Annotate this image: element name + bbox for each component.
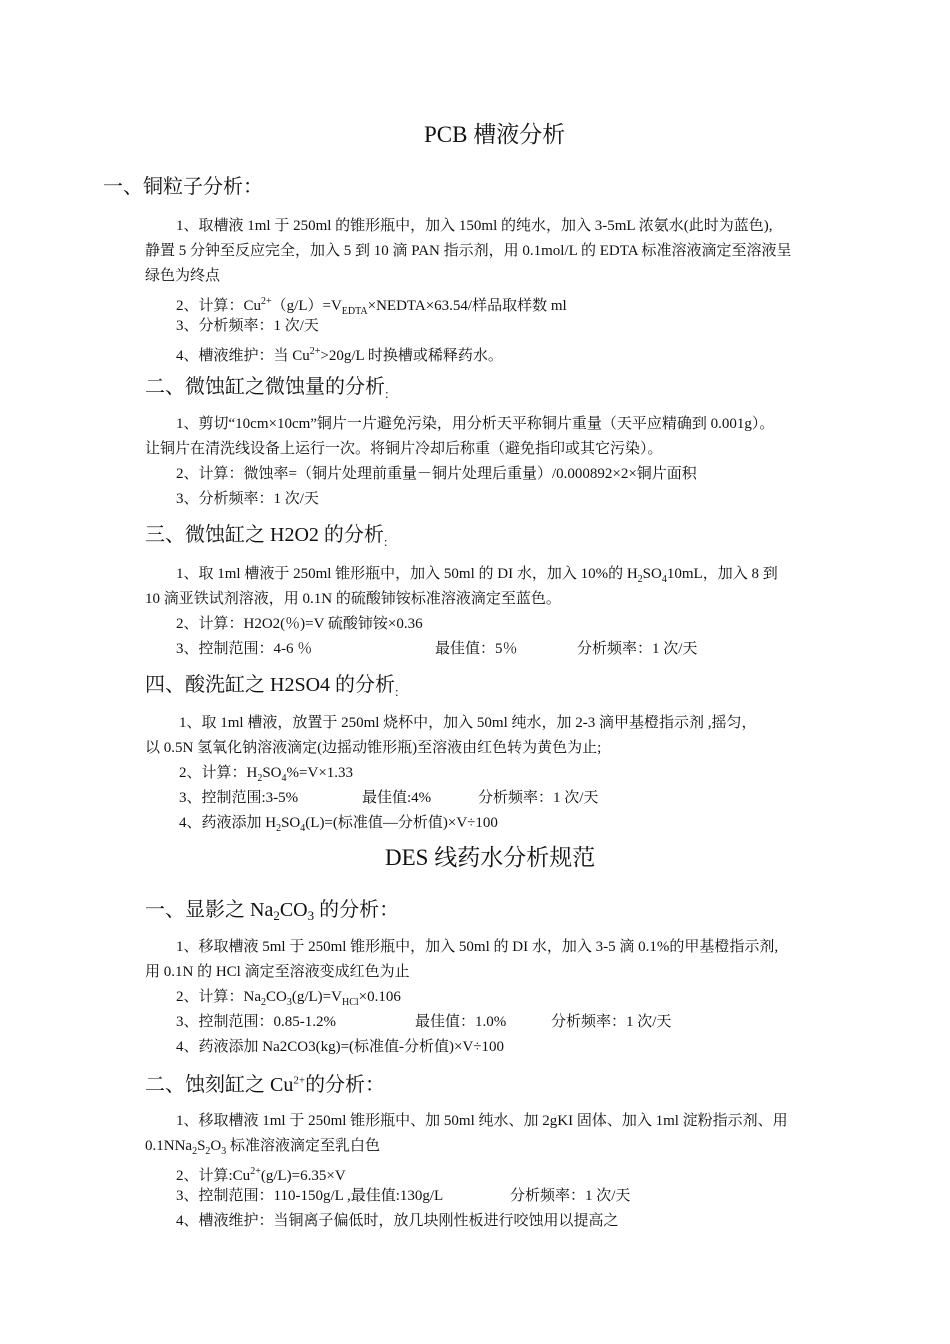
paragraph-line bbox=[176, 342, 503, 366]
paragraph-line: 分析频率：1 次/天 bbox=[478, 790, 599, 806]
paragraph-line: 分析频率：1 次/天 bbox=[577, 641, 698, 657]
section-heading-na2co3 bbox=[145, 893, 399, 924]
text: CO bbox=[266, 989, 287, 1005]
subscript: 2 bbox=[261, 997, 266, 1008]
paragraph-line: 4、药液添加 Na2CO3(kg)=(标准值-分析值)×V÷100 bbox=[176, 1039, 505, 1055]
formula-line bbox=[176, 988, 401, 1012]
text: 的分析： bbox=[314, 899, 400, 921]
subscript: EDTA bbox=[341, 306, 368, 317]
text: 4、槽液维护：当 Cu bbox=[176, 348, 310, 364]
paragraph-line: 分析频率：1 次/天 bbox=[510, 1188, 631, 1204]
subscript: 2 bbox=[637, 574, 643, 585]
paragraph-line: 3、控制范围：110-150g/L ,最佳值:130g/L bbox=[176, 1188, 444, 1204]
subscript: 4 bbox=[300, 823, 306, 834]
paragraph-line bbox=[176, 565, 778, 589]
paragraph-line: 用 0.1N 的 HCl 滴定至溶液变成红色为止 bbox=[145, 964, 410, 980]
text: 0.1NNa bbox=[145, 1138, 193, 1154]
section-heading-microetch bbox=[145, 370, 389, 402]
text: 4、药液添加 H bbox=[179, 815, 277, 831]
formula-line bbox=[179, 764, 353, 788]
text: SO bbox=[642, 566, 662, 582]
text: SO bbox=[281, 815, 301, 831]
text: 2、计算：Na bbox=[176, 989, 261, 1005]
text: 1、取 1ml 槽液于 250ml 锥形瓶中，加入 50ml 的 DI 水，加入 10%的 H bbox=[176, 566, 638, 582]
superscript: 2+ bbox=[250, 1166, 261, 1177]
section-heading-copper: 一、铜粒子分析： bbox=[103, 176, 263, 198]
subscript: 3 bbox=[307, 908, 315, 923]
text: 四、酸洗缸之 H2SO4 的分析 bbox=[145, 674, 396, 696]
text: O bbox=[210, 1138, 222, 1154]
superscript: 2+ bbox=[293, 1074, 306, 1087]
text: >20g/L 时换槽或稀释药水。 bbox=[320, 348, 503, 364]
text: 标准溶液滴定至乳白色 bbox=[226, 1138, 381, 1154]
paragraph-line: 1、剪切“10cm×10cm”铜片一片避免污染，用分析天平称铜片重量（天平应精确到 0.001g）。 bbox=[176, 416, 775, 432]
text: S bbox=[197, 1138, 206, 1154]
paragraph-line: 绿色为终点 bbox=[145, 268, 221, 284]
text: 一、显影之 Na bbox=[145, 899, 274, 921]
superscript: 2+ bbox=[261, 296, 272, 307]
text: 二、蚀刻缸之 Cu bbox=[145, 1074, 294, 1096]
paragraph-line: 最佳值:4% bbox=[362, 790, 432, 806]
superscript: 2+ bbox=[309, 346, 321, 357]
page-title: PCB 槽液分析 bbox=[424, 122, 566, 147]
formula-line bbox=[179, 814, 498, 838]
subscript: 3 bbox=[221, 1146, 227, 1157]
paragraph-line: 3、控制范围:3-5% bbox=[179, 790, 299, 806]
subscript: 2 bbox=[273, 908, 280, 923]
text: 2、计算：Cu bbox=[176, 298, 262, 314]
paragraph-line: 分析频率：1 次/天 bbox=[551, 1014, 672, 1030]
text: 10mL，加入 8 到 bbox=[666, 566, 778, 582]
text: SO bbox=[262, 765, 282, 781]
section-heading-h2o2 bbox=[145, 518, 388, 550]
section-heading-cu2 bbox=[145, 1068, 385, 1097]
mark: : bbox=[395, 684, 399, 699]
subscript: HCl bbox=[341, 997, 359, 1008]
paragraph-line: 1、取槽液 1ml 于 250ml 的锥形瓶中，加入 150ml 的纯水，加入 3-5mL 浓氨水(此时为蓝色), bbox=[176, 218, 773, 234]
formula-line bbox=[176, 1162, 346, 1186]
subscript: 2 bbox=[276, 823, 282, 834]
paragraph-line: 让铜片在清洗线设备上运行一次。将铜片冷却后称重（避免指印或其它污染）。 bbox=[145, 441, 663, 457]
subscript: 2 bbox=[205, 1146, 211, 1157]
mark: : bbox=[383, 534, 388, 549]
paragraph-line: 最佳值：1.0% bbox=[415, 1014, 507, 1030]
text: (L)=(标准值—分析值)×V÷100 bbox=[305, 815, 498, 831]
text: 二、微蚀缸之微蚀量的分析 bbox=[145, 376, 385, 398]
text: %=V×1.33 bbox=[286, 765, 354, 781]
subscript: 4 bbox=[281, 773, 287, 784]
paragraph-line: 3、控制范围：0.85-1.2% bbox=[176, 1014, 336, 1030]
text: ×0.106 bbox=[358, 989, 401, 1005]
section-heading-h2so4 bbox=[145, 668, 399, 700]
text: (g/L)=V bbox=[291, 989, 342, 1005]
paragraph-line: 3、分析频率：1 次/天 bbox=[176, 318, 319, 334]
text: 2、计算：H bbox=[179, 765, 258, 781]
page-title-des: DES 线药水分析规范 bbox=[385, 845, 596, 870]
formula-line bbox=[145, 1137, 380, 1161]
paragraph-line: 静置 5 分钟至反应完全，加入 5 到 10 滴 PAN 指示剂，用 0.1mol/L 的 EDTA 标准溶液滴定至溶液呈 bbox=[145, 243, 792, 259]
text: CO bbox=[279, 899, 308, 921]
paragraph-line: 3、分析频率：1 次/天 bbox=[176, 491, 319, 507]
subscript: 3 bbox=[286, 997, 292, 1008]
text: 的分析： bbox=[305, 1074, 386, 1096]
text: 2、计算:Cu bbox=[176, 1168, 251, 1184]
paragraph-line: 1、移取槽液 5ml 于 250ml 锥形瓶中，加入 50ml 的 DI 水，加入 3-5 滴 0.1%的甲基橙指示剂, bbox=[176, 939, 779, 955]
paragraph-line: 2、计算：H2O2(％)=V 硫酸铈铵×0.36 bbox=[176, 616, 423, 632]
paragraph-line: 3、控制范围：4-6 ％ bbox=[176, 641, 313, 657]
subscript: 4 bbox=[661, 574, 667, 585]
text: (g/L)=6.35×V bbox=[260, 1168, 346, 1184]
subscript: 2 bbox=[257, 773, 263, 784]
paragraph-line: 10 滴亚铁试剂溶液，用 0.1N 的硫酸铈铵标准溶液滴定至蓝色。 bbox=[145, 591, 561, 607]
paragraph-line: 最佳值：5％ bbox=[435, 641, 518, 657]
text: （g/L）=V bbox=[271, 298, 342, 314]
mark: : bbox=[385, 386, 389, 401]
paragraph-line: 4、槽液维护：当铜离子偏低时，放几块刚性板进行咬蚀用以提高之 bbox=[176, 1213, 619, 1229]
text: 三、微蚀缸之 H2O2 的分析 bbox=[145, 524, 384, 546]
text: ×NEDTA×63.54/样品取样数 ml bbox=[367, 298, 567, 314]
paragraph-line: 2、计算：微蚀率=（铜片处理前重量－铜片处理后重量）/0.000892×2×铜片面积 bbox=[176, 466, 697, 482]
paragraph-line: 以 0.5N 氢氧化钠溶液滴定(边摇动锥形瓶)至溶液由红色转为黄色为止; bbox=[145, 740, 602, 756]
paragraph-line: 1、移取槽液 1ml 于 250ml 锥形瓶中、加 50ml 纯水、加 2gKI 固体、加入 1ml 淀粉指示剂、用 bbox=[176, 1113, 788, 1129]
subscript: 2 bbox=[192, 1146, 198, 1157]
paragraph-line: 1、取 1ml 槽液，放置于 250ml 烧杯中，加入 50ml 纯水，加 2-3 滴甲基橙指示剂 ,摇匀， bbox=[179, 715, 757, 731]
